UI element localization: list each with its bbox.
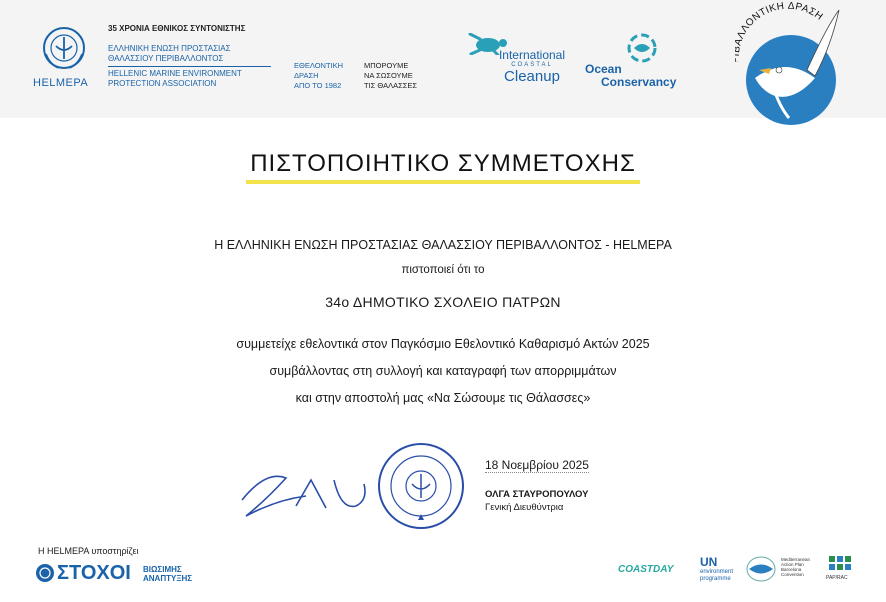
helmepa-english-line2: PROTECTION ASSOCIATION — [108, 79, 217, 88]
pap-rac-label: PAP/RAC — [826, 575, 848, 581]
un-emblem-icon — [35, 563, 55, 588]
oc-line2: Conservancy — [601, 75, 677, 89]
volunteer-line1: ΕΘΕΛΟΝΤΙΚΗ — [294, 61, 344, 70]
save-line2: ΝΑ ΣΩΣΟΥΜΕ — [364, 71, 413, 80]
icc-line3: Cleanup — [504, 68, 560, 85]
certifies-text: πιστοποιεί ότι το — [401, 264, 485, 276]
sdg-subtitle — [143, 565, 192, 583]
map-line1: Mediterranean — [781, 557, 811, 562]
helmepa-years: 35 ΧΡΟΝΙΑ ΕΘΝΙΚΟΣ ΣΥΝΤΟΝΙΣΤΗΣ — [108, 24, 246, 33]
save-seas-slogan — [364, 61, 417, 91]
badge-caption — [735, 2, 845, 62]
unep-line3: programme — [700, 576, 731, 582]
helmepa-greek-line2: ΘΑΛΑΣΣΙΟΥ ΠΕΡΙΒΑΛΛΟΝΤΟΣ — [108, 54, 224, 63]
helmepa-english-line1: HELLENIC MARINE ENVIRONMENT — [108, 69, 242, 78]
recipient-name: 34ο ΔΗΜΟΤΙΚΟ ΣΧΟΛΕΙΟ ΠΑΤΡΩΝ — [325, 294, 561, 310]
helmepa-divider — [108, 66, 271, 67]
body-line-2: συμβάλλοντας στη συλλογή και καταγραφή των απορριμμάτων — [269, 364, 617, 378]
map-line4: Convention — [781, 572, 804, 577]
helmepa-supports: Η HELMEPA υποστηρίζει — [38, 546, 139, 556]
unep-line1: UN — [700, 555, 718, 569]
volunteer-line3: ΑΠΟ ΤΟ 1982 — [294, 81, 342, 90]
signatory-role: Γενική Διευθύντρια — [485, 502, 564, 513]
ocean-conservancy-logo — [585, 63, 676, 89]
sdg-line2: ΑΝΑΠΤΥΞΗΣ — [143, 574, 193, 583]
icc-logo — [497, 49, 567, 85]
sdg-line1: ΒΙΩΣΙΜΗΣ — [143, 565, 182, 574]
helmepa-emblem-icon — [38, 24, 90, 79]
icc-line2: COASTAL — [511, 62, 553, 68]
save-line1: ΜΠΟΡΟΥΜΕ — [364, 61, 409, 70]
certificate-title: ΠΙΣΤΟΠΟΙΗΤΙΚΟ ΣΥΜΜΕΤΟΧΗΣ — [246, 150, 640, 184]
official-seal — [376, 440, 466, 537]
oc-line1: Ocean — [585, 62, 622, 76]
issuer: Η ΕΛΛΗΝΙΚΗ ΕΝΩΣΗ ΠΡΟΣΤΑΣΙΑΣ ΘΑΛΑΣΣΙΟΥ ΠΕΡΙΒΑΛΛΟΝΤΟΣ - HELMEPA — [214, 238, 672, 252]
map-logo — [781, 557, 810, 577]
save-line3: ΤΙΣ ΘΑΛΑΣΣΕΣ — [364, 81, 418, 90]
signature — [236, 460, 376, 525]
svg-text:ΠΕΡΙΒΑΛΛΟΝΤΙΚΗ ΔΡΑΣΗ — [735, 2, 825, 62]
badge-arc-text: ΛΛΟΝΤΙΚΗ ΔΡΑΣΗ — [735, 2, 825, 41]
body-line-1: συμμετείχε εθελοντικά στον Παγκόσμιο Εθελοντικό Καθαρισμό Ακτών 2025 — [236, 337, 650, 351]
coastday-logo: COASTDAY — [618, 564, 674, 575]
certificate-title-wrap — [0, 150, 886, 184]
body-line-3: και στην αποστολή μας «Να Σώσουμε τις Θάλασσες» — [295, 391, 591, 405]
helmepa-english-name — [108, 69, 242, 89]
signatory-name: ΟΛΓΑ ΣΤΑΥΡΟΠΟΥΛΟΥ — [485, 489, 589, 500]
volunteer-since — [294, 61, 343, 91]
helmepa-greek-name — [108, 44, 231, 64]
issue-date: 18 Νοεμβρίου 2025 — [485, 458, 589, 472]
unep-logo — [700, 556, 733, 583]
icc-line1: International — [498, 48, 566, 62]
sdg-word: ΣΤΟΧΟΙ — [57, 562, 131, 584]
helmepa-greek-line1: ΕΛΛΗΝΙΚΗ ΕΝΩΣΗ ΠΡΟΣΤΑΣΙΑΣ — [108, 44, 231, 53]
issue-date-wrap — [485, 458, 589, 472]
map-line2: Action Plan — [781, 562, 804, 567]
unep-line2: environment — [700, 569, 734, 575]
map-line3: Barcelona — [781, 567, 802, 572]
map-emblem-icon — [746, 556, 776, 587]
volunteer-line2: ΔΡΑΣΗ — [294, 71, 319, 80]
helmepa-acronym: HELMEPA — [33, 77, 89, 89]
